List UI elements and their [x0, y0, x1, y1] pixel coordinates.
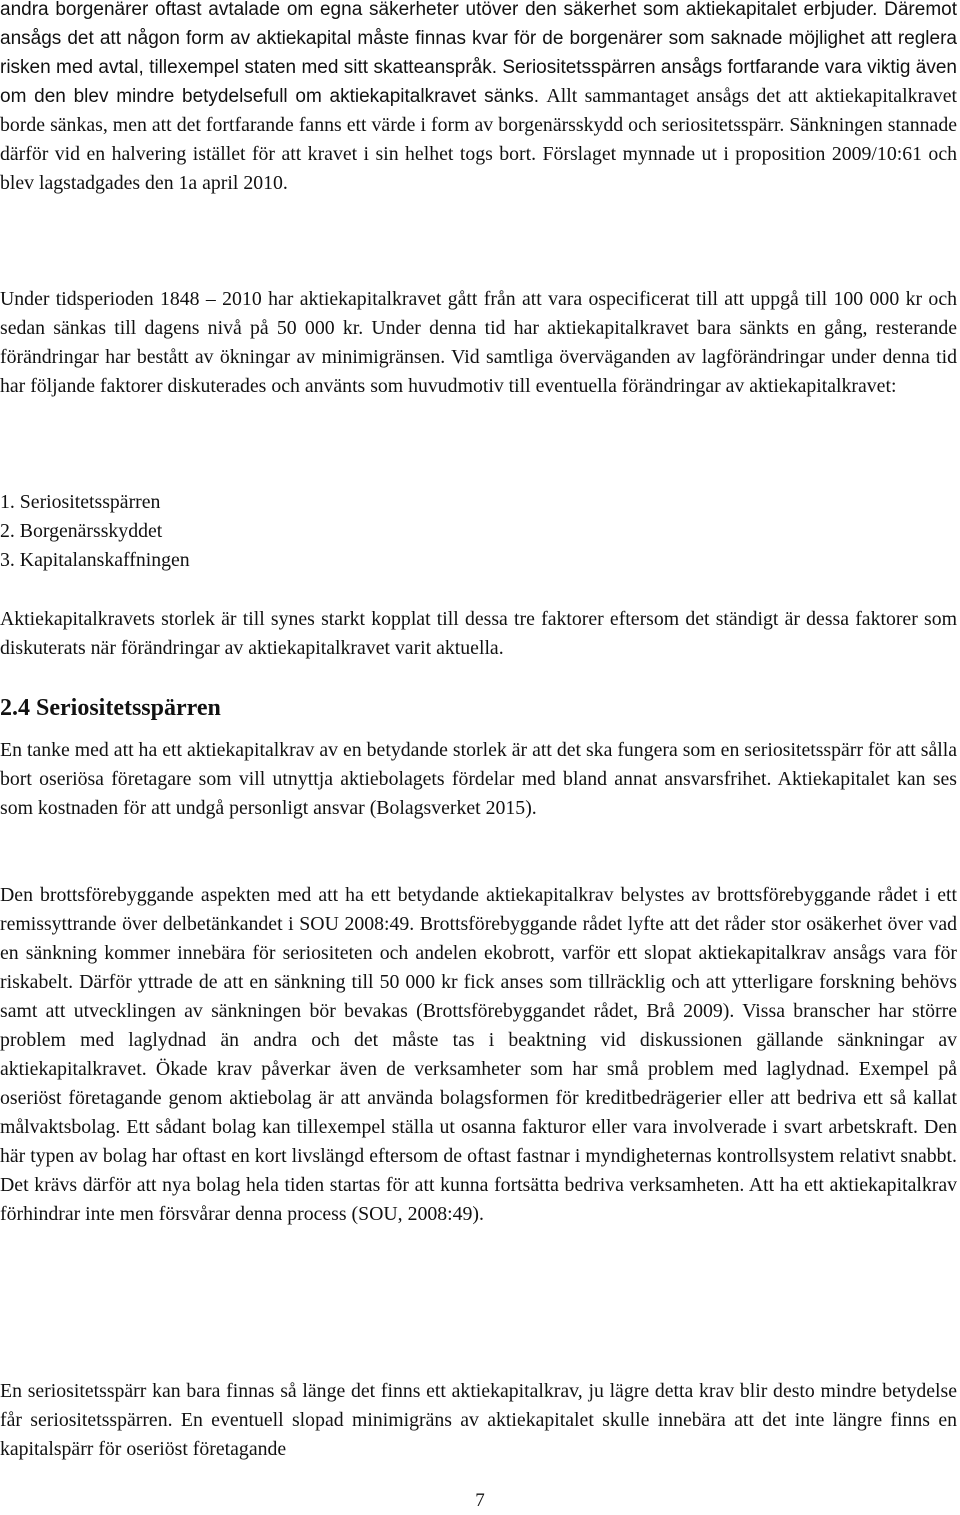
paragraph-factors-summary: Aktiekapitalkravets storlek är till synes starkt kopplat till dessa tre faktorer eftersom det ständigt är dessa faktorer som diskuterats när förändringar av aktiekapitalkravet varit aktuella. [0, 608, 957, 659]
paragraph-capital-reduction [0, 0, 957, 198]
section-heading: 2.4 Seriositetsspärren [0, 695, 221, 721]
paragraph-seriousness-barrier: En tanke med att ha ett aktiekapitalkrav av en betydande storlek är att det ska fungera som en seriositetsspärr för att sålla bort oseriösa företagare som vill utnyttja aktiebolagets fördelar med bland annat ansvarsfrihet. Aktiekapitalet kan ses som kostnaden för att undgå personligt ansvar (Bolagsverket 2015). [0, 739, 957, 819]
list-item: 2. Borgenärsskyddet [0, 520, 163, 542]
paragraph-crime-prevention: Den brottsförebyggande aspekten med att ha ett betydande aktiekapitalkrav belystes av brottsförebyggande rådet i ett remissyttrande över delbetänkandet i SOU 2008:49. Brottsförebyggande rådet lyfte att det råder stor osäkerhet över vad en sänkning kommer innebära för seriositeten och andelen ekobrott, varför ett slopat aktiekapitalkrav ansågs vara för riskabelt. Därför yttrade de att en sänkning till 50 000 kr fick anses som tillräcklig och att ytterligare forskning behövs samt att utvecklingen av sänkningen bör bevakas (Brottsförebyggandet rådet, Brå 2009). Vissa branscher har större problem med laglydnad än andra och det måste tas i beaktning vid diskussionen gällande sänkningar av aktiekapitalkravet. Ökade krav påverkar även de verksamheter som har små problem med laglydnad. Exempel på oseriöst företagande genom aktiebolag är att använda bolagsformen för kreditbedrägerier eller att bedriva ett så kallat målvaktsbolag. Ett sådant bolag kan tillexempel ställa ut osanna fakturor eller vara involverade i svart arbetskraft. Den här typen av bolag har oftast en kort livslängd eftersom de oftast fastnar i myndigheternas kontrollsystem relativt snabbt. Det krävs därför att nya bolag hela tiden startas för att kunna fortsätta bedriva verksamheten. Att ha ett aktiekapitalkrav förhindrar inte men försvårar denna process (SOU, 2008:49). [0, 884, 957, 1225]
factor-list [0, 488, 190, 575]
list-item: 1. Seriositetsspärren [0, 491, 161, 513]
page-number: 7 [475, 1490, 485, 1511]
paragraph-run-sans: andra borgenärer oftast avtalade om egna säkerheter utöver den säkerhet som aktiekapitalet erbjuder. Däremot ansågs det att någon form av aktiekapital måste finnas kvar för de borgenärer som saknade möjlighet att reglera risken med avtal, tillexempel staten med sitt skatteanspråk. Seriositetsspärren ansågs fortfarande vara viktig även om den blev mindre betydelsefull om aktiekapitalkravet sänks. [0, 0, 957, 107]
paragraph-minimum-limit: En seriositetsspärr kan bara finnas så länge det finns ett aktiekapitalkrav, ju lägre detta krav blir desto mindre betydelse får seriositetsspärren. En eventuell slopad minimigräns av aktiekapitalet skulle innebära att det inte längre finns en kapitalspärr för oseriöst företagande [0, 1380, 957, 1460]
list-item: 3. Kapitalanskaffningen [0, 549, 190, 571]
paragraph-time-period: Under tidsperioden 1848 – 2010 har aktiekapitalkravet gått från att vara ospecificerat till att uppgå till 100 000 kr och sedan sänkas till dagens nivå på 50 000 kr. Under denna tid har aktiekapitalkravet bara sänkts en gång, resterande förändringar har bestått av ökningar av minimigränsen. Vid samtliga överväganden av lagförändringar under denna tid har följande faktorer diskuterades och använts som huvudmotiv till eventuella förändringar av aktiekapitalkravet: [0, 288, 957, 397]
paragraph-run-serif: Allt sammantaget ansågs det att aktiekapitalkravet borde sänkas, men att det fortfarande fanns ett värde i form av borgenärsskydd och seriositetsspärr. Sänkningen stannade därför vid en halvering istället för att kravet i sin helhet togs bort. Förslaget mynnade ut i proposition 2009/10:61 och blev lagstadgades den 1a april 2010. [0, 85, 958, 194]
